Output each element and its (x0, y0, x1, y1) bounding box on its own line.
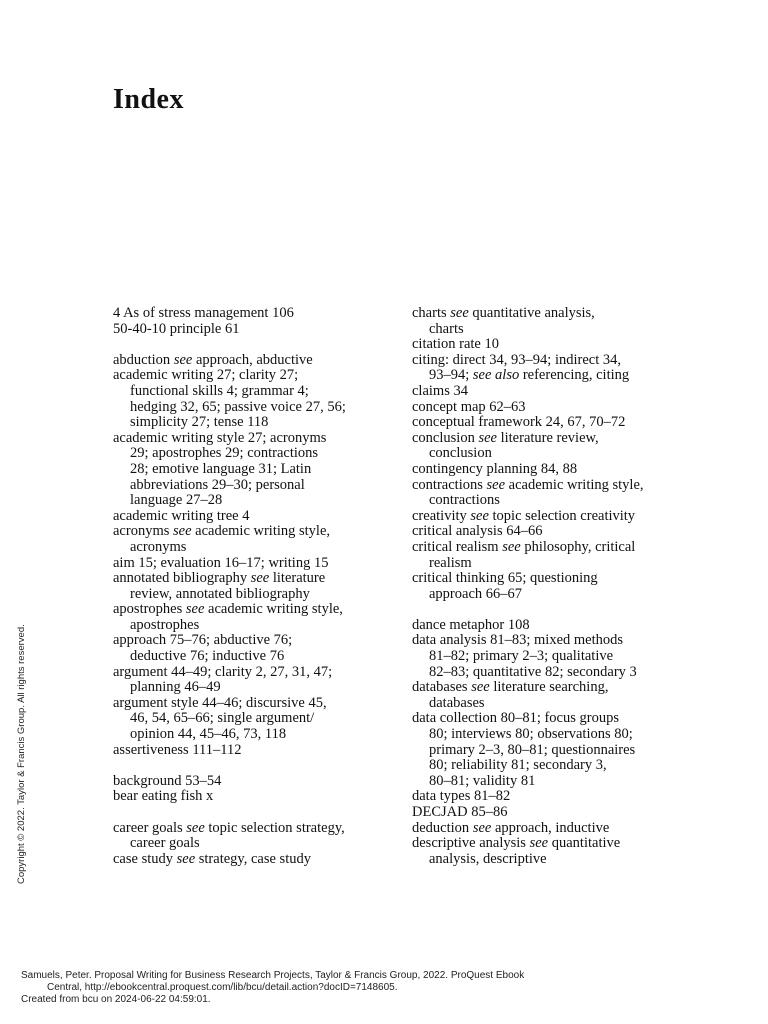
index-entry: citing: direct 34, 93–94; indirect 34, 93–94; see also referencing, citing (412, 351, 630, 384)
page-title: Index (113, 84, 184, 115)
footer-line-2: Central, http://ebookcentral.proquest.com/lib/bcu/detail.action?docID=7148605. (47, 981, 398, 993)
footer-line-3: Created from bcu on 2024-06-22 04:59:01. (21, 993, 211, 1005)
index-entry: acronyms see academic writing style, acronyms (113, 523, 331, 555)
index-entry: 4 As of stress management 106 (113, 305, 294, 321)
entry-gap (113, 805, 393, 821)
index-entry: databases see literature searching, databases (412, 679, 609, 711)
footer-line-1: Samuels, Peter. Proposal Writing for Business Research Projects, Taylor & Francis Group, 2022. ProQuest Ebook (21, 970, 525, 981)
index-entry: academic writing style 27; acronyms 29; apostrophes 29; contractions 28; emotive language 31; Latin abbreviations 29–30; personal language 27–28 (113, 429, 327, 509)
citation-footer (21, 970, 524, 1005)
index-entry: contractions see academic writing style, contractions (412, 476, 644, 509)
index-entry: bear eating fish x (113, 788, 214, 805)
index-entry: citation rate 10 (412, 336, 499, 353)
index-entry: creativity see topic selection creativity (412, 507, 636, 524)
index-column-right (412, 306, 712, 867)
index-entry: contingency planning 84, 88 (412, 460, 578, 477)
index-entry: claims 34 (412, 382, 468, 399)
index-entry: charts see quantitative analysis, charts (412, 305, 595, 337)
index-entry: academic writing 27; clarity 27; functional skills 4; grammar 4; hedging 32, 65; passive voice 27, 56; simplicity 27; tense 118 (113, 367, 346, 431)
index-entry: apostrophes see academic writing style, apostrophes (113, 601, 343, 633)
index-entry: argument style 44–46; discursive 45, 46, 54, 65–66; single argument/ opinion 44, 45–46, 73, 118 (113, 694, 327, 743)
index-entry: critical realism see philosophy, critical realism (412, 538, 636, 571)
index-entry: critical thinking 65; questioning approach 66–67 (412, 570, 598, 602)
entry-gap (113, 758, 393, 774)
index-entry: descriptive analysis see quantitative analysis, descriptive (412, 835, 621, 867)
index-entry: assertiveness 111–112 (113, 741, 242, 758)
index-entry: academic writing tree 4 (113, 507, 250, 524)
index-entry: aim 15; evaluation 16–17; writing 15 (113, 554, 329, 571)
index-entry: critical analysis 64–66 (412, 523, 543, 540)
index-entry: concept map 62–63 (412, 398, 526, 415)
entry-gap (412, 602, 712, 618)
index-column-left (113, 306, 393, 867)
index-entry: conclusion see literature review, conclusion (412, 429, 599, 462)
entry-gap (113, 337, 393, 353)
index-entry: data types 81–82 (412, 788, 511, 805)
index-entry: conceptual framework 24, 67, 70–72 (412, 414, 626, 431)
index-entry: background 53–54 (113, 772, 222, 789)
index-entry: data collection 80–81; focus groups 80; interviews 80; observations 80; primary 2–3, 80–81; questionnaires 80; reliability 81; secondary 3, 80–81; validity 81 (412, 710, 636, 789)
index-entry: annotated bibliography see literature review, annotated bibliography (113, 570, 326, 602)
index-entry: dance metaphor 108 (412, 616, 530, 633)
index-entry: deduction see approach, inductive (412, 819, 610, 836)
index-entry: argument 44–49; clarity 2, 27, 31, 47; planning 46–49 (113, 663, 333, 696)
index-entry: data analysis 81–83; mixed methods 81–82; primary 2–3; qualitative 82–83; quantitative 82; secondary 3 (412, 632, 637, 680)
index-entry: career goals see topic selection strategy, career goals (113, 819, 345, 852)
index-entry: 50-40-10 principle 61 (113, 320, 240, 337)
index-entry: abduction see approach, abductive (113, 351, 313, 368)
index-entry: DECJAD 85–86 (412, 804, 508, 820)
index-entry: case study see strategy, case study (113, 850, 311, 867)
copyright-side-note: Copyright © 2022. Taylor & Francis Group. All rights reserved. (16, 624, 27, 884)
index-entry: approach 75–76; abductive 76; deductive 76; inductive 76 (113, 632, 293, 665)
